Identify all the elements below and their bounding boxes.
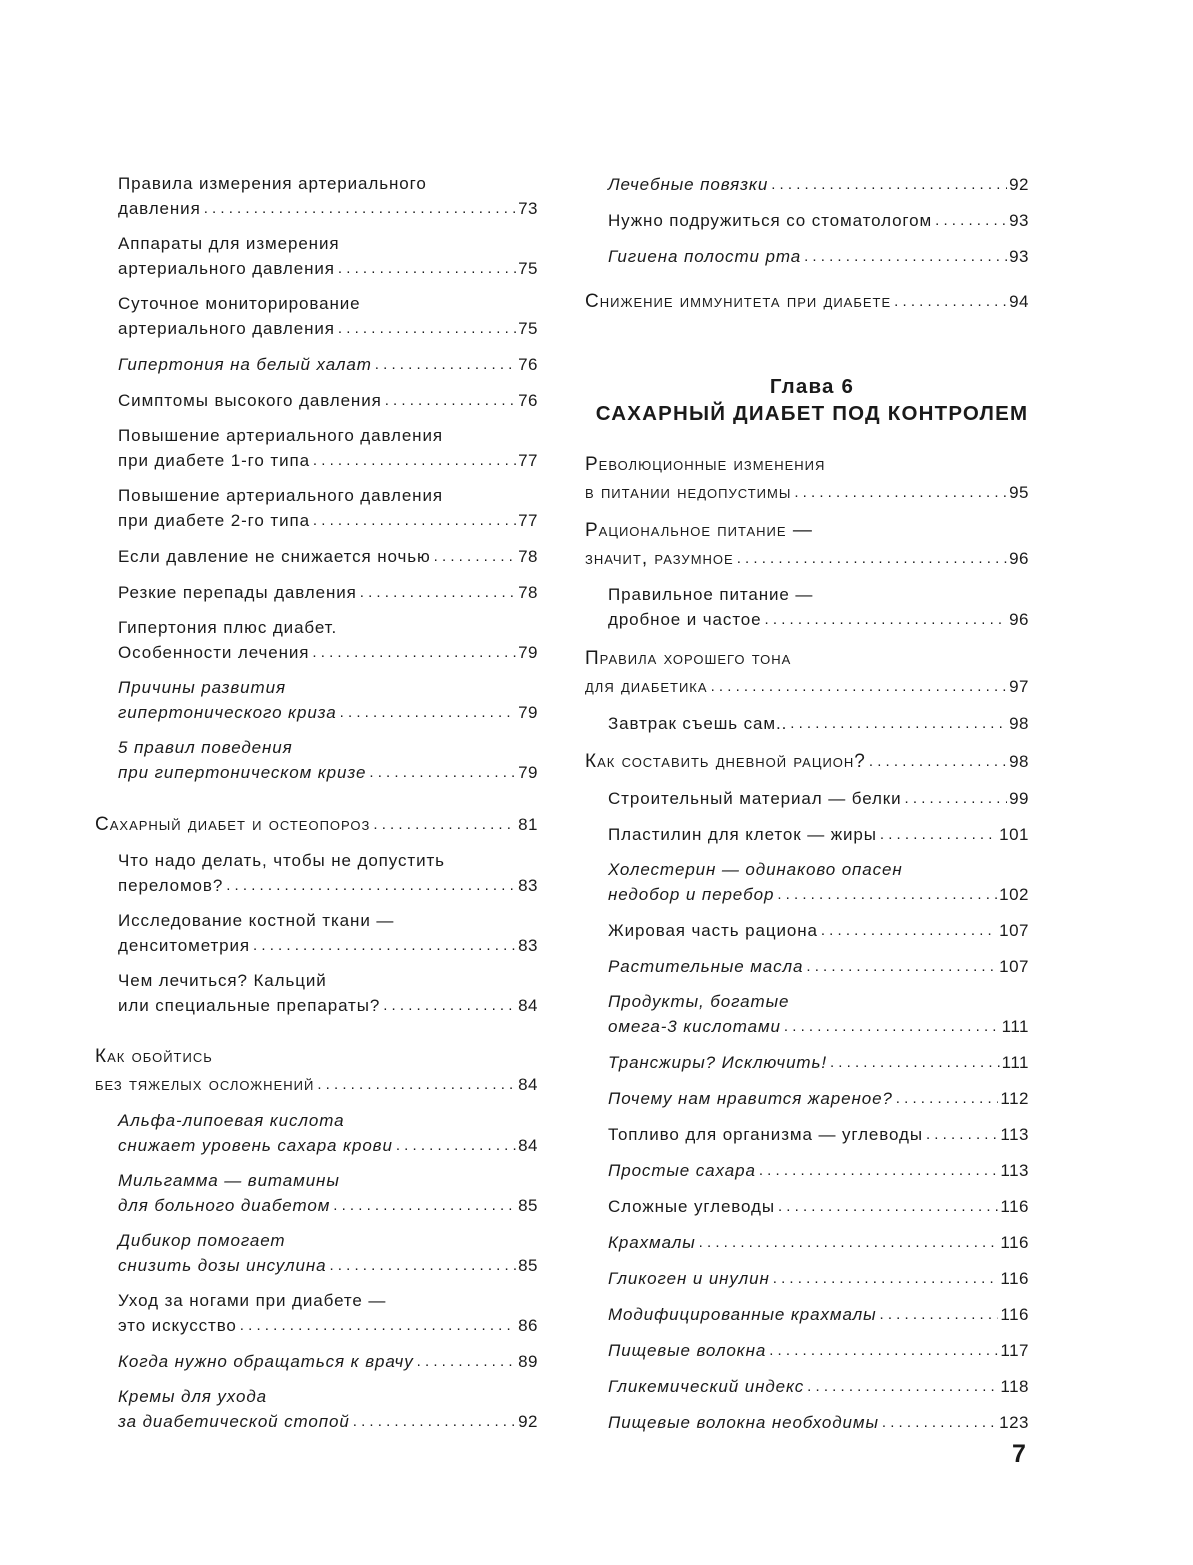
toc-entry-page: 79: [518, 703, 538, 722]
toc-entry-page: 84: [518, 1075, 538, 1094]
toc-entry-page: 85: [518, 1196, 538, 1215]
toc-entry-title-line: Мильгамма — витамины: [118, 1171, 340, 1190]
toc-entry: [608, 822, 1029, 847]
toc-entry-page: 113: [1000, 1161, 1029, 1180]
toc-entry-title-line: Гигиена полости рта: [608, 247, 802, 266]
dot-leader: [329, 1253, 516, 1278]
dot-leader: [699, 1230, 999, 1255]
toc-entry: [608, 1122, 1029, 1147]
toc-entry-title-line: без тяжелых осложнений: [95, 1074, 315, 1095]
dot-leader: [784, 1014, 1000, 1039]
toc-entry-page: 77: [518, 451, 538, 470]
toc-entry-title-line: при гипертоническом кризе: [118, 763, 367, 782]
dot-leader: [894, 287, 1007, 315]
toc-entry-page: 92: [1009, 175, 1029, 194]
toc-entry-title-line: Гипертония на белый халат: [118, 355, 372, 374]
toc-entry-title-line: Нужно подружиться со стоматологом: [608, 211, 933, 230]
toc-entry-title-line: при диабете 2-го типа: [118, 511, 310, 530]
dot-leader: [773, 1266, 999, 1291]
dot-leader: [806, 954, 997, 979]
chapter-label: Глава 6: [769, 375, 855, 398]
toc-entry-title-line: Кремы для ухода: [118, 1387, 268, 1406]
toc-entry: [118, 1385, 538, 1434]
toc-entry-title-line: Правила измерения артериального: [118, 174, 427, 193]
toc-entry-title-line: 5 правил поведения: [118, 738, 293, 757]
toc-entry-page: 102: [999, 885, 1029, 904]
toc-entry-page: 98: [1009, 714, 1029, 733]
dot-leader: [821, 918, 997, 943]
toc-entry: [608, 1374, 1029, 1399]
dot-leader: [226, 873, 516, 898]
dot-leader: [338, 256, 516, 281]
toc-entry: [118, 1229, 538, 1278]
toc-entry: [118, 849, 538, 898]
toc-entry-title-line: Пищевые волокна: [608, 1341, 767, 1360]
dot-leader: [771, 172, 1007, 197]
dot-leader: [396, 1133, 516, 1158]
toc-entry-title-line: снизить дозы инсулина: [118, 1256, 327, 1275]
page-number: 7: [1012, 1440, 1026, 1468]
toc-entry: [608, 1266, 1029, 1291]
chapter-heading: [595, 373, 1029, 427]
toc-entry-page: 76: [518, 391, 538, 410]
dot-leader: [905, 786, 1008, 811]
toc-entry-page: 83: [518, 876, 538, 895]
toc-entry-title-line: Резкие перепады давления: [118, 583, 357, 602]
toc-entry: [585, 451, 1029, 506]
toc-entry: [608, 711, 1029, 736]
toc-entry-title-line: Гликемический индекс: [608, 1377, 805, 1396]
toc-entry-page: 75: [518, 259, 538, 278]
toc-entry: [118, 909, 538, 958]
toc-entry-title-line: Чем лечиться? Кальций: [118, 971, 327, 990]
toc-entry: [118, 1289, 538, 1338]
toc-entry-page: 76: [518, 355, 538, 374]
toc-entry-title-line: гипертонического криза: [118, 703, 337, 722]
toc-entry-title-line: переломов?: [118, 876, 224, 895]
dot-leader: [204, 196, 516, 221]
toc-entry-title-line: Правильное питание —: [608, 585, 814, 604]
toc-entry-title-line: омега-3 кислотами: [608, 1017, 781, 1036]
toc-entry: [608, 1302, 1029, 1327]
toc-entry-page: 89: [518, 1352, 538, 1371]
toc-entry-title-line: Сахарный диабет и остеопороз: [95, 814, 371, 835]
dot-leader: [240, 1313, 516, 1338]
toc-entry-title-line: Растительные масла: [608, 957, 804, 976]
toc-entry: [585, 287, 1029, 315]
toc-entry-title-line: дробное и частое: [608, 610, 762, 629]
toc-entry-page: 75: [518, 319, 538, 338]
toc-entry-title-line: Альфа-липоевая кислота: [118, 1111, 345, 1130]
dot-leader: [880, 822, 997, 847]
toc-entry-title-line: Как обойтись: [95, 1046, 213, 1067]
dot-leader: [312, 640, 516, 665]
toc-entry-title-line: Почему нам нравится жареное?: [608, 1089, 893, 1108]
toc-entry-title-line: Правила хорошего тона: [585, 648, 792, 669]
toc-entry: [118, 292, 538, 341]
toc-entry-page: 86: [518, 1316, 538, 1335]
toc-entry-title-line: Пластилин для клеток — жиры: [608, 825, 877, 844]
toc-entry-title-line: Крахмалы: [608, 1233, 696, 1252]
toc-entry-page: 93: [1009, 211, 1029, 230]
dot-leader: [777, 882, 997, 907]
toc-entry-title-line: снижает уровень сахара крови: [118, 1136, 393, 1155]
toc-entry-title-line: артериального давления: [118, 319, 335, 338]
dot-leader: [794, 478, 1007, 506]
toc-entry: [608, 1194, 1029, 1219]
dot-leader: [711, 672, 1008, 700]
toc-entry-page: 85: [518, 1256, 538, 1275]
toc-entry-title-line: Если давление не снижается ночью: [118, 547, 431, 566]
toc-entry: [118, 736, 538, 785]
toc-entry-title-line: артериального давления: [118, 259, 335, 278]
toc-entry-page: 78: [518, 583, 538, 602]
toc-entry-title-line: Простые сахара: [608, 1161, 756, 1180]
toc-entry: [608, 1050, 1029, 1075]
toc-entry-title-line: Симптомы высокого давления: [118, 391, 382, 410]
toc-entry-page: 73: [518, 199, 538, 218]
toc-entry-title-line: Когда нужно обращаться к врачу: [118, 1352, 414, 1371]
dot-leader: [383, 993, 516, 1018]
toc-entry-page: 95: [1009, 483, 1029, 502]
dot-leader: [790, 711, 1007, 736]
toc-entry-page: 123: [999, 1413, 1029, 1432]
toc-entry-page: 78: [518, 547, 538, 566]
toc-entry: [95, 1043, 538, 1098]
toc-entry-page: 107: [999, 921, 1029, 940]
toc-entry-page: 117: [1000, 1341, 1029, 1360]
toc-entry-page: 93: [1009, 247, 1029, 266]
toc-entry-page: 77: [518, 511, 538, 530]
toc-entry-page: 83: [518, 936, 538, 955]
toc-entry: [608, 583, 1029, 632]
toc-entry-page: 116: [1000, 1269, 1029, 1288]
toc-entry-page: 84: [518, 1136, 538, 1155]
toc-entry: [118, 352, 538, 377]
toc-entry-page: 116: [1000, 1197, 1029, 1216]
dot-leader: [759, 1158, 999, 1183]
toc-entry-title-line: Повышение артериального давления: [118, 486, 443, 505]
toc-entry: [585, 747, 1029, 775]
toc-entry: [118, 232, 538, 281]
toc-entry-title-line: Пищевые волокна необходимы: [608, 1413, 879, 1432]
toc-entry-title-line: Рациональное питание —: [585, 520, 813, 541]
dot-leader: [830, 1050, 1000, 1075]
toc-entry-title-line: Причины развития: [118, 678, 286, 697]
toc-entry-title-line: Исследование костной ткани —: [118, 911, 395, 930]
chapter-title: САХАРНЫЙ ДИАБЕТ ПОД КОНТРОЛЕМ: [595, 402, 1029, 425]
toc-entry: [118, 388, 538, 413]
dot-leader: [253, 933, 516, 958]
dot-leader: [340, 700, 516, 725]
dot-leader: [313, 448, 516, 473]
toc-entry-title-line: Уход за ногами при диабете —: [118, 1291, 387, 1310]
toc-entry-title-line: Строительный материал — белки: [608, 789, 902, 808]
toc-entry: [585, 645, 1029, 700]
dot-leader: [765, 607, 1008, 632]
toc-entry-title-line: Холестерин — одинаково опасен: [608, 860, 903, 879]
toc-entry-page: 111: [1001, 1017, 1029, 1036]
toc-entry: [608, 1410, 1029, 1435]
toc-entry: [118, 1349, 538, 1374]
dot-leader: [375, 352, 516, 377]
toc-entry-title-line: Особенности лечения: [118, 643, 310, 662]
dot-leader: [313, 508, 516, 533]
toc-entry-title-line: для диабетика: [585, 676, 708, 697]
toc-entry-title-line: денситометрия: [118, 936, 251, 955]
toc-entry-page: 79: [518, 643, 538, 662]
toc-entry: [118, 1169, 538, 1218]
toc-entry-title-line: значит, разумное: [585, 548, 734, 569]
dot-leader: [737, 544, 1007, 572]
toc-entry-title-line: Снижение иммунитета при диабете: [585, 291, 892, 312]
toc-entry-page: 116: [1000, 1305, 1029, 1324]
toc-entry-page: 96: [1009, 549, 1029, 568]
toc-entry-page: 116: [1000, 1233, 1029, 1252]
toc-left-column: [95, 172, 538, 1434]
dot-leader: [804, 244, 1007, 269]
toc-entry-title-line: Жировая часть рациона: [608, 921, 818, 940]
toc-entry-title-line: давления: [118, 199, 201, 218]
toc-entry-title-line: Аппараты для измерения: [118, 234, 340, 253]
dot-leader: [333, 1193, 516, 1218]
toc-right-top: [585, 172, 1029, 315]
dot-leader: [926, 1122, 998, 1147]
toc-entry-page: 98: [1009, 752, 1029, 771]
toc-entry-title-line: это искусство: [118, 1316, 237, 1335]
toc-entry-title-line: Гликоген и инулин: [608, 1269, 770, 1288]
toc-entry: [608, 244, 1029, 269]
toc-entry-page: 113: [1000, 1125, 1029, 1144]
toc-entry-title-line: Продукты, богатые: [608, 992, 790, 1011]
toc-entry-page: 99: [1009, 789, 1029, 808]
toc-entry: [118, 969, 538, 1018]
toc-entry: [118, 616, 538, 665]
toc-entry: [118, 676, 538, 725]
dot-leader: [353, 1409, 516, 1434]
toc-entry-title-line: Топливо для организма — углеводы: [608, 1125, 923, 1144]
dot-leader: [778, 1194, 998, 1219]
toc-entry-title-line: за диабетической стопой: [118, 1412, 350, 1431]
toc-entry-page: 107: [999, 957, 1029, 976]
dot-leader: [882, 1410, 997, 1435]
dot-leader: [360, 580, 516, 605]
toc-entry-title-line: Дибикор помогает: [118, 1231, 286, 1250]
dot-leader: [869, 747, 1007, 775]
toc-entry-title-line: Сложные углеводы: [608, 1197, 775, 1216]
dot-leader: [373, 810, 516, 838]
toc-entry-title-line: или специальные препараты?: [118, 996, 381, 1015]
toc-entry: [608, 990, 1029, 1039]
toc-entry: [608, 1086, 1029, 1111]
toc-entry-title-line: Модифицированные крахмалы: [608, 1305, 877, 1324]
dot-leader: [935, 208, 1007, 233]
toc-entry: [585, 517, 1029, 572]
toc-entry: [95, 810, 538, 838]
toc-entry: [608, 1338, 1029, 1363]
toc-entry-title-line: Повышение артериального давления: [118, 426, 443, 445]
toc-entry: [118, 1109, 538, 1158]
dot-leader: [880, 1302, 999, 1327]
toc-entry-page: 94: [1009, 292, 1029, 311]
toc-entry-page: 92: [518, 1412, 538, 1431]
toc-entry: [118, 484, 538, 533]
toc-entry: [118, 172, 538, 221]
toc-entry-title-line: Гипертония плюс диабет.: [118, 618, 338, 637]
dot-leader: [369, 760, 516, 785]
toc-right-column: [585, 172, 1029, 1435]
toc-entry-page: 81: [518, 815, 538, 834]
dot-leader: [769, 1338, 998, 1363]
toc-right-bottom: [585, 451, 1029, 1435]
toc-entry-title-line: Завтрак съешь сам..: [608, 714, 788, 733]
toc-entry: [608, 208, 1029, 233]
toc-entry-title-line: Что надо делать, чтобы не допустить: [118, 851, 445, 870]
dot-leader: [434, 544, 516, 569]
toc-entry: [608, 918, 1029, 943]
toc-entry: [608, 858, 1029, 907]
toc-entry-title-line: для больного диабетом: [118, 1196, 331, 1215]
toc-entry-title-line: Суточное мониторирование: [118, 294, 361, 313]
toc-entry: [608, 172, 1029, 197]
toc-entry-page: 84: [518, 996, 538, 1015]
toc-entry-title-line: Как составить дневной рацион?: [585, 751, 866, 772]
toc-entry-title-line: Трансжиры? Исключить!: [608, 1053, 827, 1072]
toc-entry: [608, 954, 1029, 979]
toc-entry-title-line: Лечебные повязки: [608, 175, 769, 194]
toc-entry-page: 118: [1000, 1377, 1029, 1396]
toc-entry-page: 112: [1000, 1089, 1029, 1108]
toc-entry-page: 79: [518, 763, 538, 782]
dot-leader: [417, 1349, 516, 1374]
dot-leader: [317, 1070, 516, 1098]
dot-leader: [338, 316, 516, 341]
toc-entry-page: 97: [1009, 677, 1029, 696]
toc-entry-page: 101: [999, 825, 1029, 844]
dot-leader: [807, 1374, 998, 1399]
toc-entry: [608, 786, 1029, 811]
toc-entry: [118, 544, 538, 569]
toc-entry: [608, 1158, 1029, 1183]
dot-leader: [385, 388, 516, 413]
toc-entry-title-line: при диабете 1-го типа: [118, 451, 310, 470]
toc-entry-page: 111: [1001, 1053, 1029, 1072]
toc-entry-title-line: недобор и перебор: [608, 885, 775, 904]
toc-entry-title-line: Революционные изменения: [585, 454, 826, 475]
toc-entry: [118, 424, 538, 473]
toc-entry-title-line: в питании недопустимы: [585, 482, 792, 503]
dot-leader: [896, 1086, 999, 1111]
toc-entry-page: 96: [1009, 610, 1029, 629]
toc-entry: [608, 1230, 1029, 1255]
toc-entry: [118, 580, 538, 605]
